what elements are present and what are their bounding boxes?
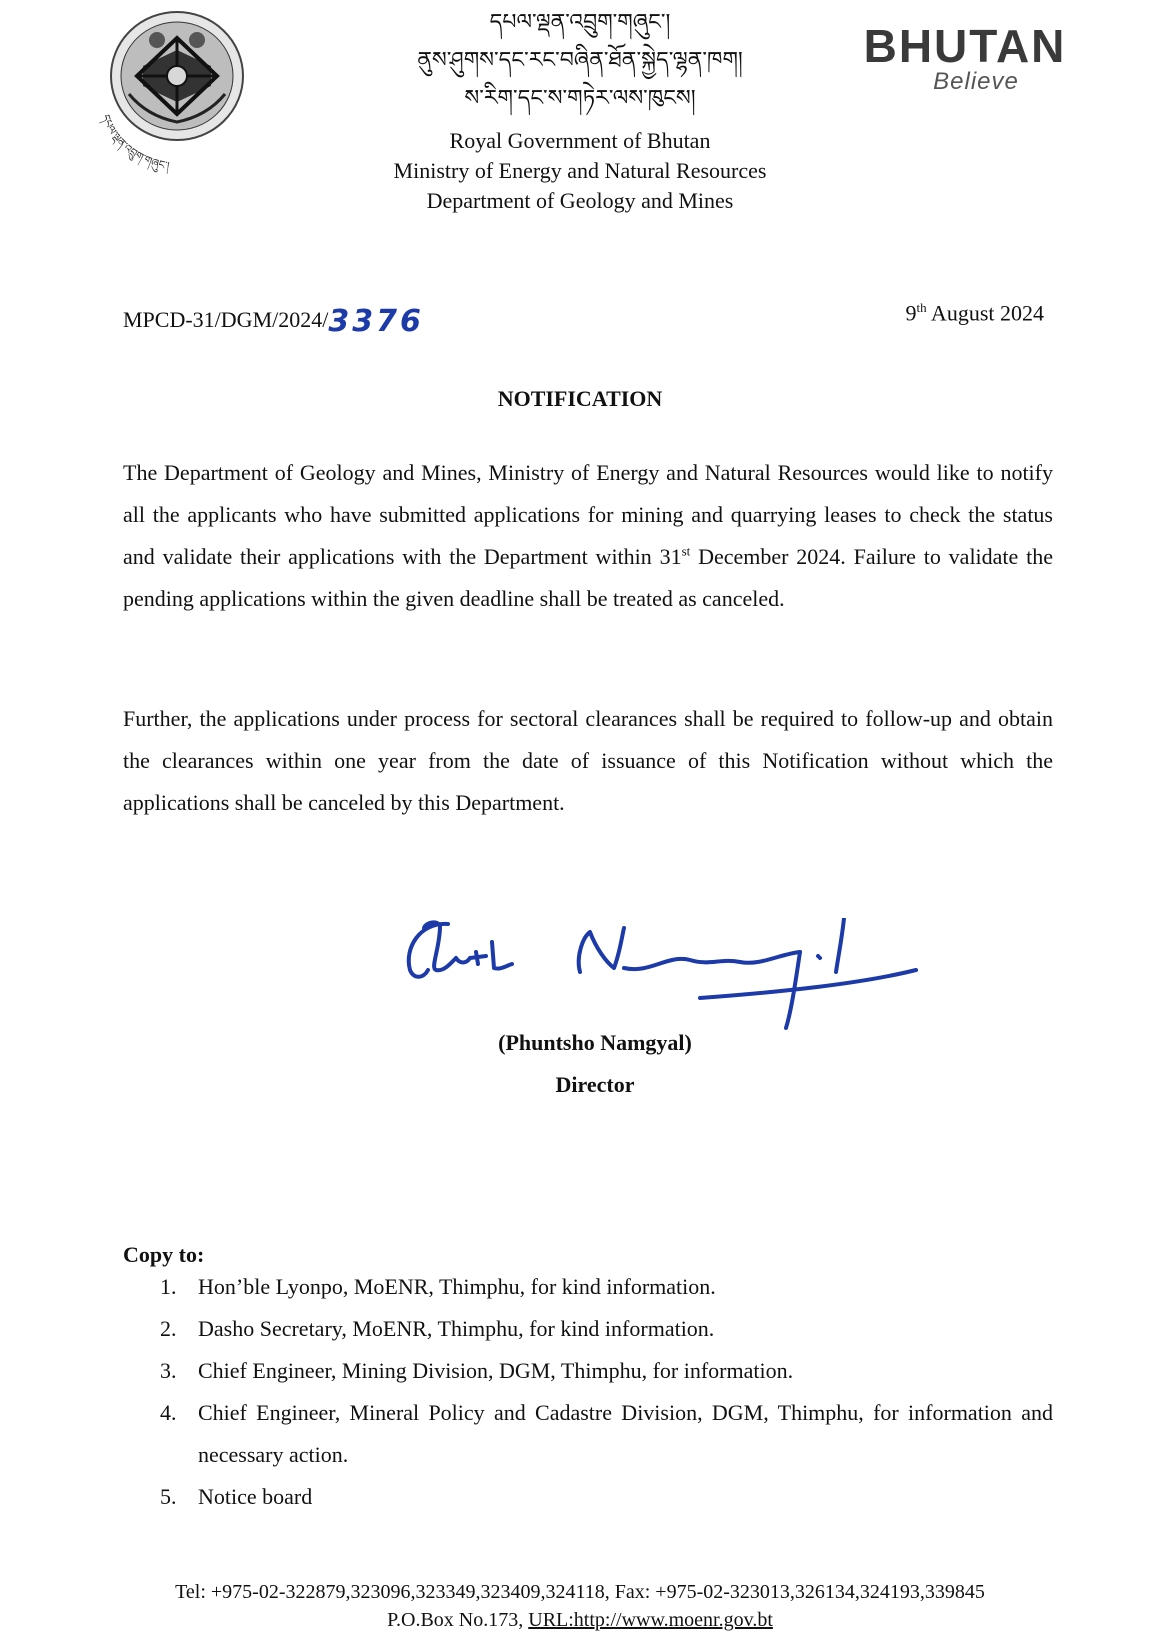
brand-tagline: Believe [933, 68, 1019, 95]
list-text: Hon’ble Lyonpo, MoENR, Thimphu, for kind information. [198, 1274, 716, 1299]
para1-text-b: December 2024. Failure to validate the pending applications within the given deadline shall be treated as canceled. [123, 544, 1053, 611]
list-number: 5. [160, 1484, 177, 1509]
letter-date [906, 300, 1044, 326]
copy-to-item [123, 1350, 1053, 1392]
list-number: 4. [160, 1400, 177, 1425]
tibetan-line-3: ས་རིག་དང་ས་གཏེར་ལས་ཁུངས། [464, 86, 696, 111]
handwritten-reference-number: 3376 [328, 304, 424, 339]
list-number: 1. [160, 1274, 177, 1299]
list-number: 3. [160, 1358, 177, 1383]
list-text: Dasho Secretary, MoENR, Thimphu, for kind information. [198, 1316, 715, 1341]
footer-url-link[interactable]: URL:http://www.moenr.gov.bt [528, 1609, 773, 1631]
list-number: 2. [160, 1316, 177, 1341]
body-paragraph-1 [123, 452, 1053, 620]
list-text: Notice board [198, 1484, 313, 1509]
copy-to-item [123, 1308, 1053, 1350]
signatory-title: Director [555, 1072, 635, 1097]
tibetan-line-1: དཔལ་ལྡན་འབྲུག་གཞུང་། [489, 10, 671, 35]
footer-po-box: P.O.Box No.173, [387, 1609, 529, 1631]
list-text: Chief Engineer, Mineral Policy and Cadastre Division, DGM, Thimphu, for information and necessary action. [198, 1400, 1053, 1467]
bhutan-believe-logo [852, 20, 1078, 96]
copy-to-list [123, 1266, 1053, 1518]
letterhead [330, 4, 830, 216]
org-department: Department of Geology and Mines [426, 188, 734, 213]
copy-to-item [123, 1266, 1053, 1308]
copy-to-heading: Copy to: [123, 1242, 205, 1267]
reference-number [123, 300, 424, 339]
date-suffix: th [916, 300, 927, 315]
list-text: Chief Engineer, Mining Division, DGM, Thimphu, for information. [198, 1358, 794, 1383]
signatory-name: (Phuntsho Namgyal) [498, 1030, 692, 1055]
copy-to-item [123, 1392, 1053, 1476]
reference-prefix: MPCD-31/DGM/2024/ [123, 307, 329, 332]
org-ministry: Ministry of Energy and Natural Resources [393, 158, 767, 183]
notification-title: NOTIFICATION [497, 386, 663, 411]
emblem-ring-text: དཔལ་ལྡན་འབྲུག་གཞུང་། [99, 112, 171, 173]
para1-superscript: st [681, 543, 691, 559]
date-rest: August 2024 [926, 300, 1044, 326]
copy-to-item [123, 1476, 1053, 1518]
body-paragraph-2: Further, the applications under process for sectoral clearances shall be required to follow-up and obtain the clearances within one year from the date of issuance of this Notification without which the applications shall be canceled by this Department. [123, 706, 1053, 815]
para1-text-a: The Department of Geology and Mines, Ministry of Energy and Natural Resources would like to notify all the applicants who have submitted applications for mining and quarrying leases to check the status and validate their applications with the Department within 31 [123, 460, 1053, 569]
royal-emblem-seal [72, 6, 288, 174]
tibetan-line-2: ནུས་ཤུགས་དང་རང་བཞིན་ཐོན་སྐྱེད་ལྷན་ཁག། [417, 48, 743, 73]
brand-name: BHUTAN [863, 20, 1067, 72]
footer-phone-fax: Tel: +975-02-322879,323096,323349,323409,324118, Fax: +975-02-323013,326134,324193,339845 [175, 1581, 985, 1603]
footer-contact [0, 1578, 1160, 1634]
org-government: Royal Government of Bhutan [449, 128, 711, 153]
date-day: 9 [905, 300, 917, 326]
